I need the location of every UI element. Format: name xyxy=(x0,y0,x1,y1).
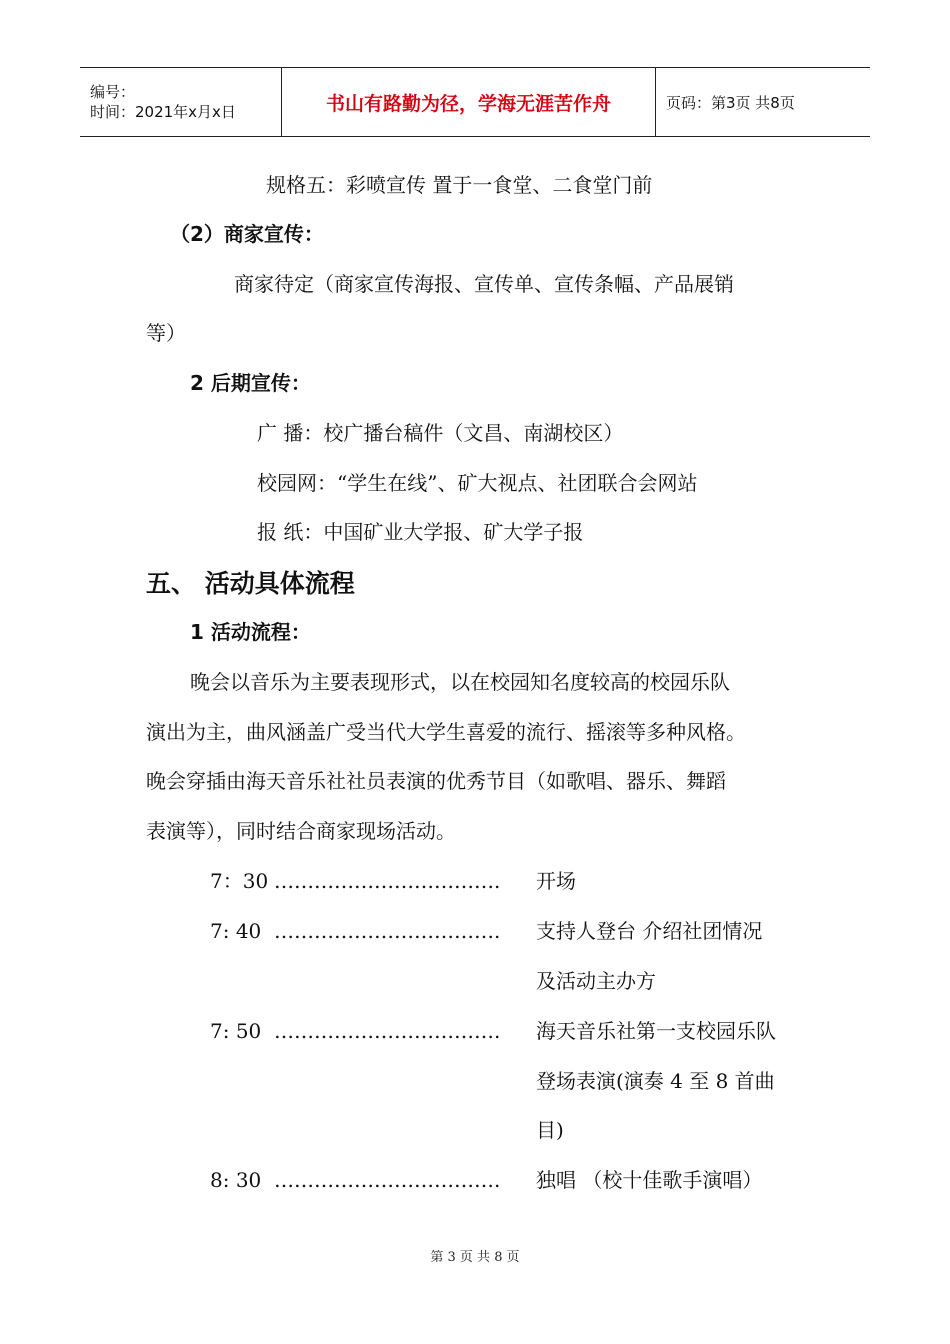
flow-heading: 1 活动流程： xyxy=(190,620,311,644)
schedule-dots: ……………………………. xyxy=(274,919,501,943)
header-meta xyxy=(80,68,282,136)
schedule-row xyxy=(210,918,500,944)
schedule-dots: ……………………………. xyxy=(274,869,501,893)
schedule-desc: 支持人登台 介绍社团情况 xyxy=(536,919,763,943)
schedule-desc: 目) xyxy=(536,1118,564,1142)
schedule-time: 7: 40 xyxy=(210,919,262,943)
header-motto xyxy=(282,68,656,136)
spec5-line: 规格五：彩喷宣传 置于一食堂、二食堂门前 xyxy=(266,173,653,197)
schedule-time: 7：30 xyxy=(210,869,269,893)
page-header xyxy=(80,67,870,137)
page-footer: 第 3 页 共 8 页 xyxy=(430,1250,520,1265)
page-label: 页码：第3页 共8页 xyxy=(666,93,795,112)
schedule-desc: 独唱 （校十佳歌手演唱） xyxy=(536,1168,763,1192)
schedule-dots: ……………………………. xyxy=(274,1168,501,1192)
para-line-2: 演出为主，曲风涵盖广受当代大学生喜爱的流行、摇滚等多种风格。 xyxy=(146,720,746,744)
schedule-desc: 海天音乐社第一支校园乐队 xyxy=(536,1019,776,1043)
broadcast-line: 广 播：校广播台稿件（文昌、南湖校区） xyxy=(257,421,624,445)
schedule-row xyxy=(210,868,500,894)
para-line-3: 晚会穿插由海天音乐社社员表演的优秀节目（如歌唱、器乐、舞蹈 xyxy=(146,769,726,793)
motto-text: 书山有路勤为径，学海无涯苦作舟 xyxy=(325,92,611,115)
merchant-text-1: 商家待定（商家宣传海报、宣传单、宣传条幅、产品展销 xyxy=(234,272,734,296)
merchant-text-2: 等） xyxy=(146,321,186,345)
schedule-dots: ……………………………. xyxy=(274,1019,501,1043)
number-label: 编号： xyxy=(90,83,136,101)
merchant-heading: （2）商家宣传： xyxy=(170,222,324,246)
schedule-row xyxy=(210,1018,500,1044)
section5-heading: 五、 活动具体流程 xyxy=(146,569,355,598)
schedule-row xyxy=(210,1167,500,1193)
schedule-desc: 及活动主办方 xyxy=(536,969,656,993)
newspaper-line: 报 纸：中国矿业大学报、矿大学子报 xyxy=(257,520,584,544)
para-line-1: 晚会以音乐为主要表现形式，以在校园知名度较高的校园乐队 xyxy=(190,670,730,694)
campus-net-line: 校园网：“学生在线”、矿大视点、社团联合会网站 xyxy=(257,471,698,495)
later-heading: 2 后期宣传： xyxy=(190,371,311,395)
schedule-desc: 开场 xyxy=(536,869,576,893)
para-line-4: 表演等），同时结合商家现场活动。 xyxy=(146,819,456,843)
schedule-desc: 登场表演(演奏 4 至 8 首曲 xyxy=(536,1069,775,1093)
schedule-time: 7: 50 xyxy=(210,1019,262,1043)
schedule-time: 8: 30 xyxy=(210,1168,262,1192)
header-page xyxy=(656,68,870,136)
time-label: 时间：2021年x月x日 xyxy=(90,103,236,121)
